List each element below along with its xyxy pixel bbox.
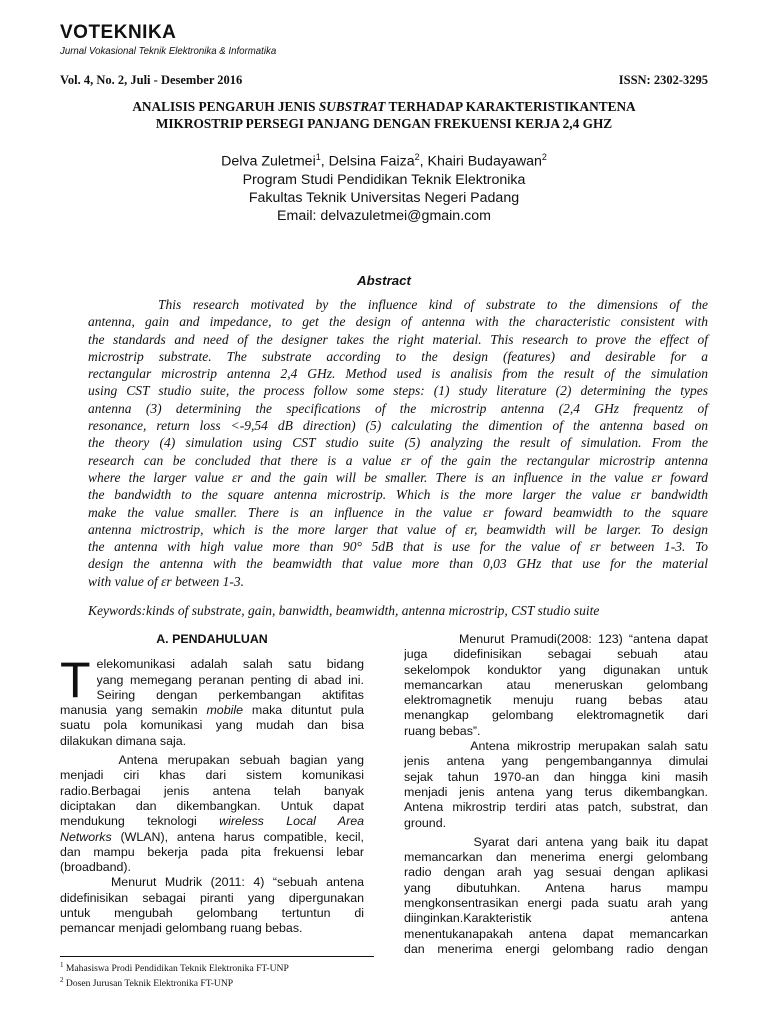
left-column (60, 632, 364, 937)
footnote-text: Mahasiswa Prodi Pendidikan Teknik Elektronika FT-UNP (63, 963, 289, 975)
text-line: sejak tahun 1970-an dan hingga kini masih (404, 769, 708, 784)
keywords: Keywords:kinds of substrate, gain, banwidth, beamwidth, antenna microstrip, CST studio suite (88, 603, 600, 618)
text-line: radio dengan arah yag sesuai dengan aplikasi (404, 865, 708, 880)
author-affil-marker: 2 (541, 152, 547, 162)
footnotes (60, 960, 289, 989)
title-text: TERHADAP KARAKTERISTIKANTENA (385, 99, 636, 114)
section-heading: A. PENDAHULUAN (156, 632, 268, 646)
abstract-heading: Abstract (357, 273, 411, 288)
text-line: untuk mengubah gelombang tertuntun di (60, 906, 364, 921)
abstract-body (88, 296, 708, 590)
issue-line (60, 73, 708, 88)
footnote-2 (60, 975, 289, 990)
footnote-marker: 2 (60, 975, 64, 984)
text-line: jenis antena yang pengembangannya dimulai (404, 754, 708, 769)
drop-cap: T (60, 652, 91, 709)
text-line: dan mampu bekerja pada pita frekuensi lebar (60, 844, 364, 859)
intro-paragraph-3 (60, 875, 364, 936)
abstract-line: make the value smaller. There is an influence in the value ɛr foward beamwidth to the square (88, 504, 708, 520)
abstract-line: where the larger value ɛr and the gain will be smaller. There is an influence in the value ɛr foward (88, 469, 708, 485)
author-names (60, 148, 708, 171)
text-line: Antena mikrostrip merupakan salah satu (404, 739, 708, 754)
abstract-line: the antenna with high value more than 90° 5dB that is use for the value of ɛr between 1-3. To (88, 539, 708, 555)
abstract-line: antenna, gain and impedance, to get the design of antenna with the characteristic consistent with (88, 314, 708, 330)
author-affil-marker: 1 (315, 152, 321, 162)
text-line: ground. (404, 815, 447, 830)
title-italic-word: SUBSTRAT (318, 99, 386, 114)
right-paragraph-2 (404, 739, 708, 831)
authors-block (60, 148, 708, 225)
text-line: menangkap gelombang elektromagnetik dari (404, 708, 708, 723)
title-line-2: MIKROSTRIP PERSEGI PANJANG DENGAN FREKUENSI KERJA 2,4 GHZ (155, 116, 613, 131)
text-line: menjadi jenis antena yang terus dikembangkan. (404, 784, 708, 799)
footnote-text: Dosen Jurusan Teknik Elektronika FT-UNP (63, 977, 234, 989)
abstract-line: using CST studio suite, the process follow some steps: (1) study literature (2) determining the types (88, 383, 708, 399)
abstract-line: design the antenna with the beamwidth that value more than 0,03 GHz that use for the material (88, 556, 708, 572)
author-name: Delva Zuletmei (221, 153, 316, 170)
author-email: Email: delvazuletmei@gmain.com (277, 207, 491, 224)
abstract-line: rectangular microstrip antenna 2,4 GHz. Method used is analisis from the result of the simulation (88, 366, 708, 382)
author-affil-marker: 2 (414, 152, 420, 162)
text-run: maka dituntut pula (243, 703, 364, 718)
text-line: Menurut Pramudi(2008: 123) “antena dapat (404, 632, 708, 646)
right-paragraph-1 (404, 632, 708, 739)
abstract-line: with value of ɛr between 1-3. (88, 573, 245, 589)
text-run-italic: mobile (206, 703, 243, 718)
paper-title (60, 98, 708, 132)
author-name: , Delsina Faiza (320, 153, 415, 170)
text-line: menjadi ciri khas dari sistem komunikasi (60, 768, 364, 783)
faculty-name: Fakultas Teknik Universitas Negeri Padang (248, 189, 520, 206)
text-run-italic: Networks (60, 829, 112, 844)
text-line: menentukanapakah antena dapat memancarkan (404, 926, 708, 941)
text-line: sekelompok konduktor yang digunakan untuk (404, 662, 708, 677)
footnote-marker: 1 (60, 961, 64, 969)
title-text: ANALISIS PENGARUH JENIS (132, 99, 319, 114)
text-line: mengkonsentrasikan energi pada suatu arah yang (404, 896, 708, 911)
abstract-line: antenna (3) determining the specifications of the microstrip antenna (2,4 GHz frequentz of (88, 400, 708, 416)
abstract-line: the standards and need of the designer takes the right material. This research to prove the effect of (88, 331, 708, 347)
text-line: diinginkan.Karakteristik antena (404, 911, 708, 926)
author-name: , Khairi Budayawan (419, 153, 542, 170)
program-name: Program Studi Pendidikan Teknik Elektronika (242, 171, 526, 188)
abstract-line: resonance, return loss <-9,54 dB direction) (5) calculating the dimention of the antenna based on (88, 418, 708, 434)
text-line: Antena merupakan sebuah bagian yang (60, 753, 364, 768)
text-line (60, 814, 364, 829)
right-column (404, 632, 708, 957)
text-run: mendukung teknologi (60, 814, 220, 829)
text-line: memancarkan atau meneruskan gelombang (404, 677, 708, 692)
text-line: Menurut Mudrik (2011: 4) “sebuah antena (60, 875, 364, 890)
text-line (60, 703, 364, 718)
text-line: ruang bebas”. (404, 723, 481, 738)
text-line: pemancar menjadi gelombang ruang bebas. (60, 921, 303, 936)
text-line (60, 830, 364, 845)
volume-info: Vol. 4, No. 2, Juli - Desember 2016 (60, 73, 243, 87)
text-line: Antena mikrostrip terdiri atas patch, substrat, dan (404, 800, 708, 815)
text-line: yang memegang peranan penting di abad ini. (96, 672, 364, 687)
abstract-text: This research motivated by the influence kind of substrate to the dimensions of the (158, 297, 708, 312)
intro-paragraph-2 (60, 753, 364, 875)
text-line: suatu pola komunikasi yang mudah dan bisa (60, 718, 364, 733)
text-line: Syarat dari antena yang baik itu dapat (404, 834, 708, 849)
text-line: Seiring dengan perkembangan aktifitas (96, 687, 364, 702)
text-line: diciptakan dan dikembangkan. Untuk dapat (60, 798, 364, 813)
text-line: dan menerima energi gelombang radio dengan (404, 941, 708, 956)
journal-logo: VOTEKNIKA (60, 22, 177, 43)
text-line: elektromagnetik menuju ruang bebas atau (404, 693, 708, 708)
text-line: didefinisikan sebagai piranti yang dipergunakan (60, 890, 364, 905)
abstract-line: the bandwidth to the square antenna microstrip. Which is the more larger the value ɛr bandwidth (88, 487, 708, 503)
journal-subtitle: Jurnal Vokasional Teknik Elektronika & Informatika (60, 45, 277, 57)
abstract-line: antenna mictrostrip, which is the more larger that value of ɛr, beamwidth will be larger. To design (88, 521, 708, 537)
text-line: radio.Berbagai jenis antena telah banyak (60, 783, 364, 798)
text-run: (WLAN), antena harus compatible, kecil, (111, 829, 364, 844)
text-line: elekomunikasi adalah salah satu bidang (96, 657, 364, 672)
text-line: yang dibutuhkan. Antena harus mampu (404, 880, 708, 895)
text-run: manusia yang semakin (60, 703, 207, 718)
text-line: dilakukan dimana saja. (60, 733, 187, 748)
abstract-line: the theory (4) simulation using CST studio suite (5) analyzing the result of simulation. From the (88, 435, 708, 451)
text-line: (broadband). (60, 860, 131, 875)
title-line-1 (60, 98, 708, 115)
footnote-1 (60, 960, 289, 975)
text-run-italic: wireless Local Area (219, 814, 364, 829)
abstract-line: research can be concluded that there is a value ɛr of the gain the rectangular microstrip antenna (88, 452, 708, 468)
intro-paragraph-1 (60, 652, 364, 749)
right-paragraph-3 (404, 835, 708, 957)
abstract-line: microstrip substrate. The substrate according to the design (features) and desirable for a (88, 348, 708, 364)
abstract-line (88, 296, 708, 313)
issn: ISSN: 2302-3295 (618, 73, 708, 87)
text-line: juga didefinisikan sebagai sebuah atau (404, 647, 708, 662)
footnote-rule (60, 956, 374, 957)
text-line: memancarkan dan menerima energi gelombang (404, 850, 708, 865)
